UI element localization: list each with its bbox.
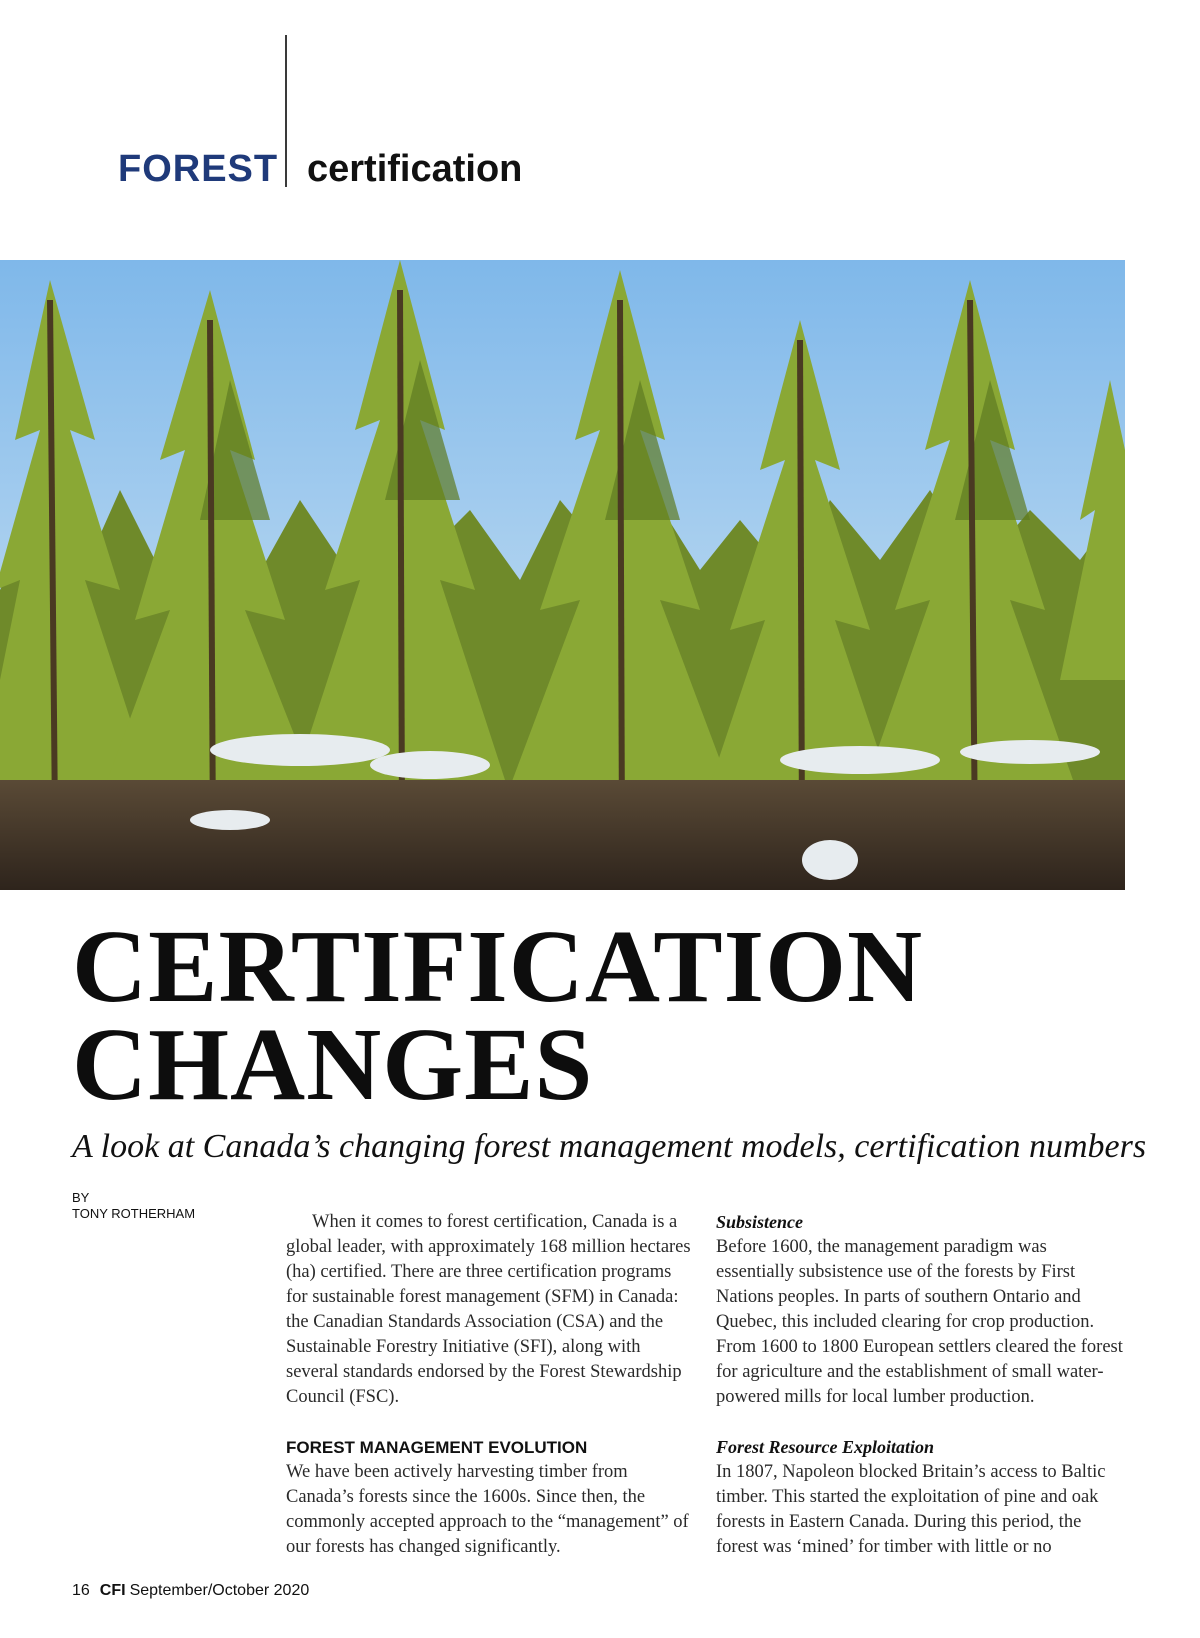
headline-line-2: CHANGES (72, 1007, 594, 1122)
publication-name: CFI (99, 1582, 126, 1599)
page-footer (72, 1582, 309, 1600)
byline-label: BY (72, 1190, 90, 1205)
body-paragraph: We have been actively harvesting timber from Canada’s forests since the 1600s. Since then, the commonly accepted approach to the “management” of our forests has changed significantly. (286, 1462, 689, 1557)
subheading-exploitation: Forest Resource Exploitation (716, 1437, 935, 1457)
subheading-subsistence: Subsistence (716, 1212, 804, 1232)
intro-paragraph: When it comes to forest certification, Canada is a global leader, with approximately 168 million hectares (ha) certified. There are three certification programs for sustainable forest management (SFM) in Canada: the Canadian Standards Association (CSA) and the Sustainable Forestry Initiative (SFI), along with several standards endorsed by the Forest Stewardship Council (FSC). (286, 1212, 691, 1407)
body-paragraph-exploitation: In 1807, Napoleon blocked Britain’s access to Baltic timber. This started the exploitation of pine and oak forests in Eastern Canada. During this period, the forest was ‘mined’ for timber with little or no (716, 1462, 1106, 1557)
hero-photo (0, 260, 1125, 890)
section-heading: FOREST MANAGEMENT EVOLUTION (286, 1438, 588, 1457)
section-label: FOREST (118, 148, 279, 190)
article-column-2 (716, 1210, 1128, 1560)
issue-date: September/October 2020 (129, 1582, 310, 1599)
byline (72, 1190, 195, 1222)
page-number: 16 (72, 1582, 90, 1599)
article-column-1 (286, 1210, 691, 1560)
subsection-label: certification (307, 148, 523, 190)
article-headline (72, 909, 1172, 1122)
byline-author: TONY ROTHERHAM (72, 1206, 196, 1221)
body-paragraph-subsistence: Before 1600, the management paradigm was essentially subsistence use of the forests by First Nations peoples. In parts of southern Ontario and Quebec, this included clearing for crop production. From 1600 to 1800 European settlers cleared the forest for agriculture and the establishment of small water-powered mills for local lumber production. (716, 1237, 1123, 1407)
header-divider (285, 35, 287, 187)
headline-line-1: CERTIFICATION (72, 909, 924, 1024)
article-dek: A look at Canada’s changing forest management models, certification numbers (72, 1128, 1147, 1165)
